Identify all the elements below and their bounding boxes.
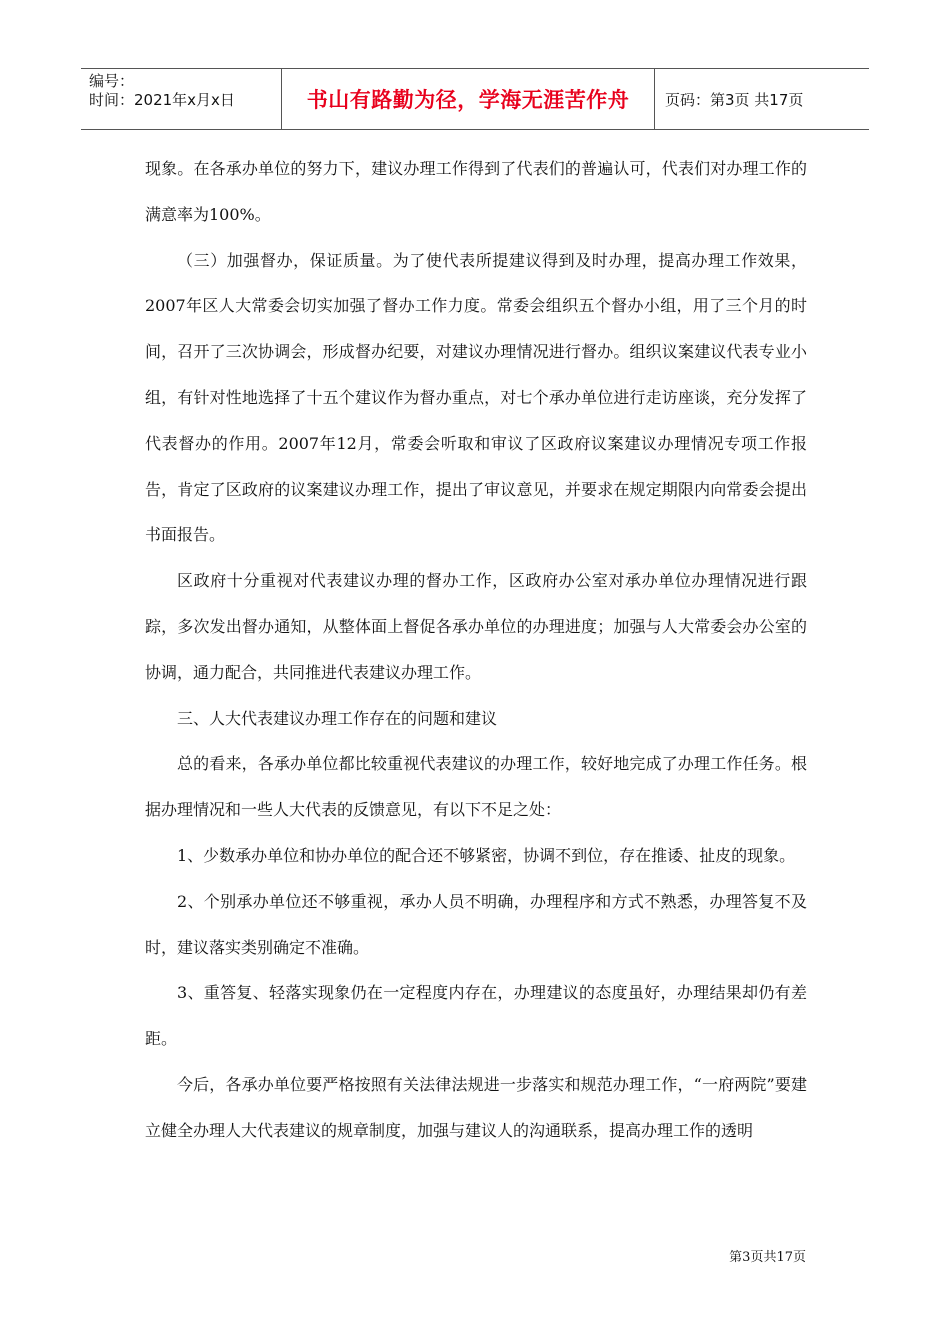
list-item: 3、重答复、轻落实现象仍在一定程度内存在，办理建议的态度虽好，办理结果却仍有差距。 xyxy=(145,983,807,1049)
paragraph: 今后，各承办单位要严格按照有关法律法规进一步落实和规范办理工作，“一府两院”要建立健全办理人大代表建议的规章制度，加强与建议人的沟通联系，提高办理工作的透明 xyxy=(145,1074,807,1140)
list-item: 1、少数承办单位和协办单位的配合还不够紧密，协调不到位，存在推诿、扯皮的现象。 xyxy=(177,845,796,865)
document-body xyxy=(145,146,807,1154)
document-time-label: 时间：2021年x月x日 xyxy=(89,91,235,109)
page-footer: 第3页共17页 xyxy=(729,1250,806,1265)
document-number-label: 编号： xyxy=(89,72,135,90)
paragraph: （三）加强督办，保证质量。为了使代表所提建议得到及时办理，提高办理工作效果，2007年区人大常委会切实加强了督办工作力度。常委会组织五个督办小组，用了三个月的时间，召开了三次协调会，形成督办纪要，对建议办理情况进行督办。组织议案建议代表专业小组，有针对性地选择了十五个建议作为督办重点，对七个承办单位进行走访座谈，充分发挥了代表督办的作用。2007年12月，常委会听取和审议了区政府议案建议办理情况专项工作报告，肯定了区政府的议案建议办理工作，提出了审议意见，并要求在规定期限内向常委会提出书面报告。 xyxy=(145,250,807,545)
paragraph: 现象。在各承办单位的努力下，建议办理工作得到了代表们的普遍认可，代表们对办理工作的满意率为100%。 xyxy=(145,159,807,224)
header-motto-cell xyxy=(281,69,655,129)
header-page-cell xyxy=(655,69,869,129)
section-heading: 三、人大代表建议办理工作存在的问题和建议 xyxy=(177,708,498,728)
page-header xyxy=(81,68,869,130)
header-page-number: 页码：第3页 共17页 xyxy=(665,90,804,109)
paragraph: 总的看来，各承办单位都比较重视代表建议的办理工作，较好地完成了办理工作任务。根据办理情况和一些人大代表的反馈意见，有以下不足之处： xyxy=(145,754,807,820)
list-item: 2、个别承办单位还不够重视，承办人员不明确，办理程序和方式不熟悉，办理答复不及时，建议落实类别确定不准确。 xyxy=(145,891,807,957)
header-motto: 书山有路勤为径，学海无涯苦作舟 xyxy=(306,88,630,112)
paragraph: 区政府十分重视对代表建议办理的督办工作，区政府办公室对承办单位办理情况进行跟踪，多次发出督办通知，从整体面上督促各承办单位的办理进度；加强与人大常委会办公室的协调，通力配合，共同推进代表建议办理工作。 xyxy=(145,571,807,682)
header-meta xyxy=(81,69,281,129)
